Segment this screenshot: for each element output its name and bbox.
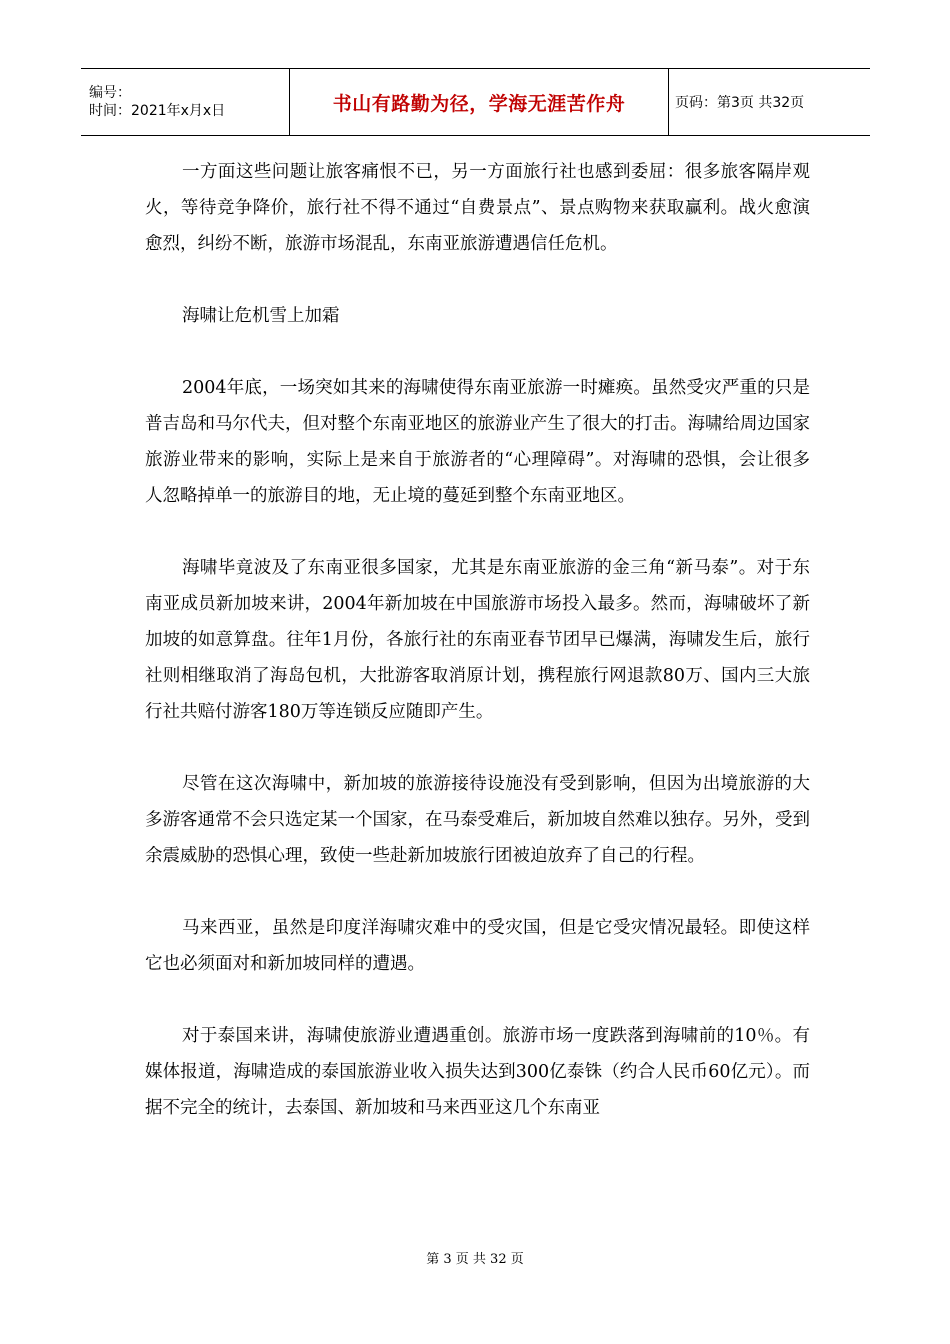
paragraph: 一方面这些问题让旅客痛恨不已，另一方面旅行社也感到委屈：很多旅客隔岸观火，等待竞争降价，旅行社不得不通过“自费景点”、景点购物来获取赢利。战火愈演愈烈，纠纷不断，旅游市场混乱，东南亚旅游遭遇信任危机。 xyxy=(145,162,810,254)
header-motto: 书山有路勤为径，学海无涯苦作舟 xyxy=(332,92,626,115)
paragraph: 海啸毕竟波及了东南亚很多国家，尤其是东南亚旅游的金三角“新马泰”。对于东南亚成员新加坡来讲，2004年新加坡在中国旅游市场投入最多。然而，海啸破坏了新加坡的如意算盘。往年1月份，各旅行社的东南亚春节团早已爆满，海啸发生后，旅行社则相继取消了海岛包机，大批游客取消原计划，携程旅行网退款80万、国内三大旅行社共赔付游客180万等连锁反应随即产生。 xyxy=(145,558,810,722)
number-label: 编号： xyxy=(89,85,131,101)
paragraph: 尽管在这次海啸中，新加坡的旅游接待设施没有受到影响，但因为出境旅游的大多游客通常不会只选定某一个国家，在马泰受难后，新加坡自然难以独存。另外，受到余震威胁的恐惧心理，致使一些赴新加坡旅行团被迫放弃了自己的行程。 xyxy=(145,774,810,866)
header-page-info: 页码：第3页 共32页 xyxy=(669,69,871,136)
paragraph: 马来西亚，虽然是印度洋海啸灾难中的受灾国，但是它受灾情况最轻。即使这样它也必须面对和新加坡同样的遭遇。 xyxy=(145,918,810,974)
paragraph: 2004年底，一场突如其来的海啸使得东南亚旅游一时瘫痪。虽然受灾严重的只是普吉岛和马尔代夫，但对整个东南亚地区的旅游业产生了很大的打击。海啸给周边国家旅游业带来的影响，实际上是来自于旅游者的“心理障碍”。对海啸的恐惧，会让很多人忽略掉单一的旅游目的地，无止境的蔓延到整个东南亚地区。 xyxy=(145,378,810,506)
time-label: 时间：2021年x月x日 xyxy=(89,103,226,119)
section-heading: 海啸让危机雪上加霜 xyxy=(182,306,340,326)
paragraph: 对于泰国来讲，海啸使旅游业遭遇重创。旅游市场一度跌落到海啸前的10％。有媒体报道，海啸造成的泰国旅游业收入损失达到300亿泰铢（约合人民币60亿元）。而据不完全的统计，去泰国、新加坡和马来西亚这几个东南亚 xyxy=(145,1026,810,1118)
document-body xyxy=(145,154,810,1162)
page-footer: 第 3 页 共 32 页 xyxy=(426,1252,524,1267)
document-header xyxy=(81,68,870,136)
header-motto-cell xyxy=(290,69,669,136)
header-meta xyxy=(81,69,290,136)
